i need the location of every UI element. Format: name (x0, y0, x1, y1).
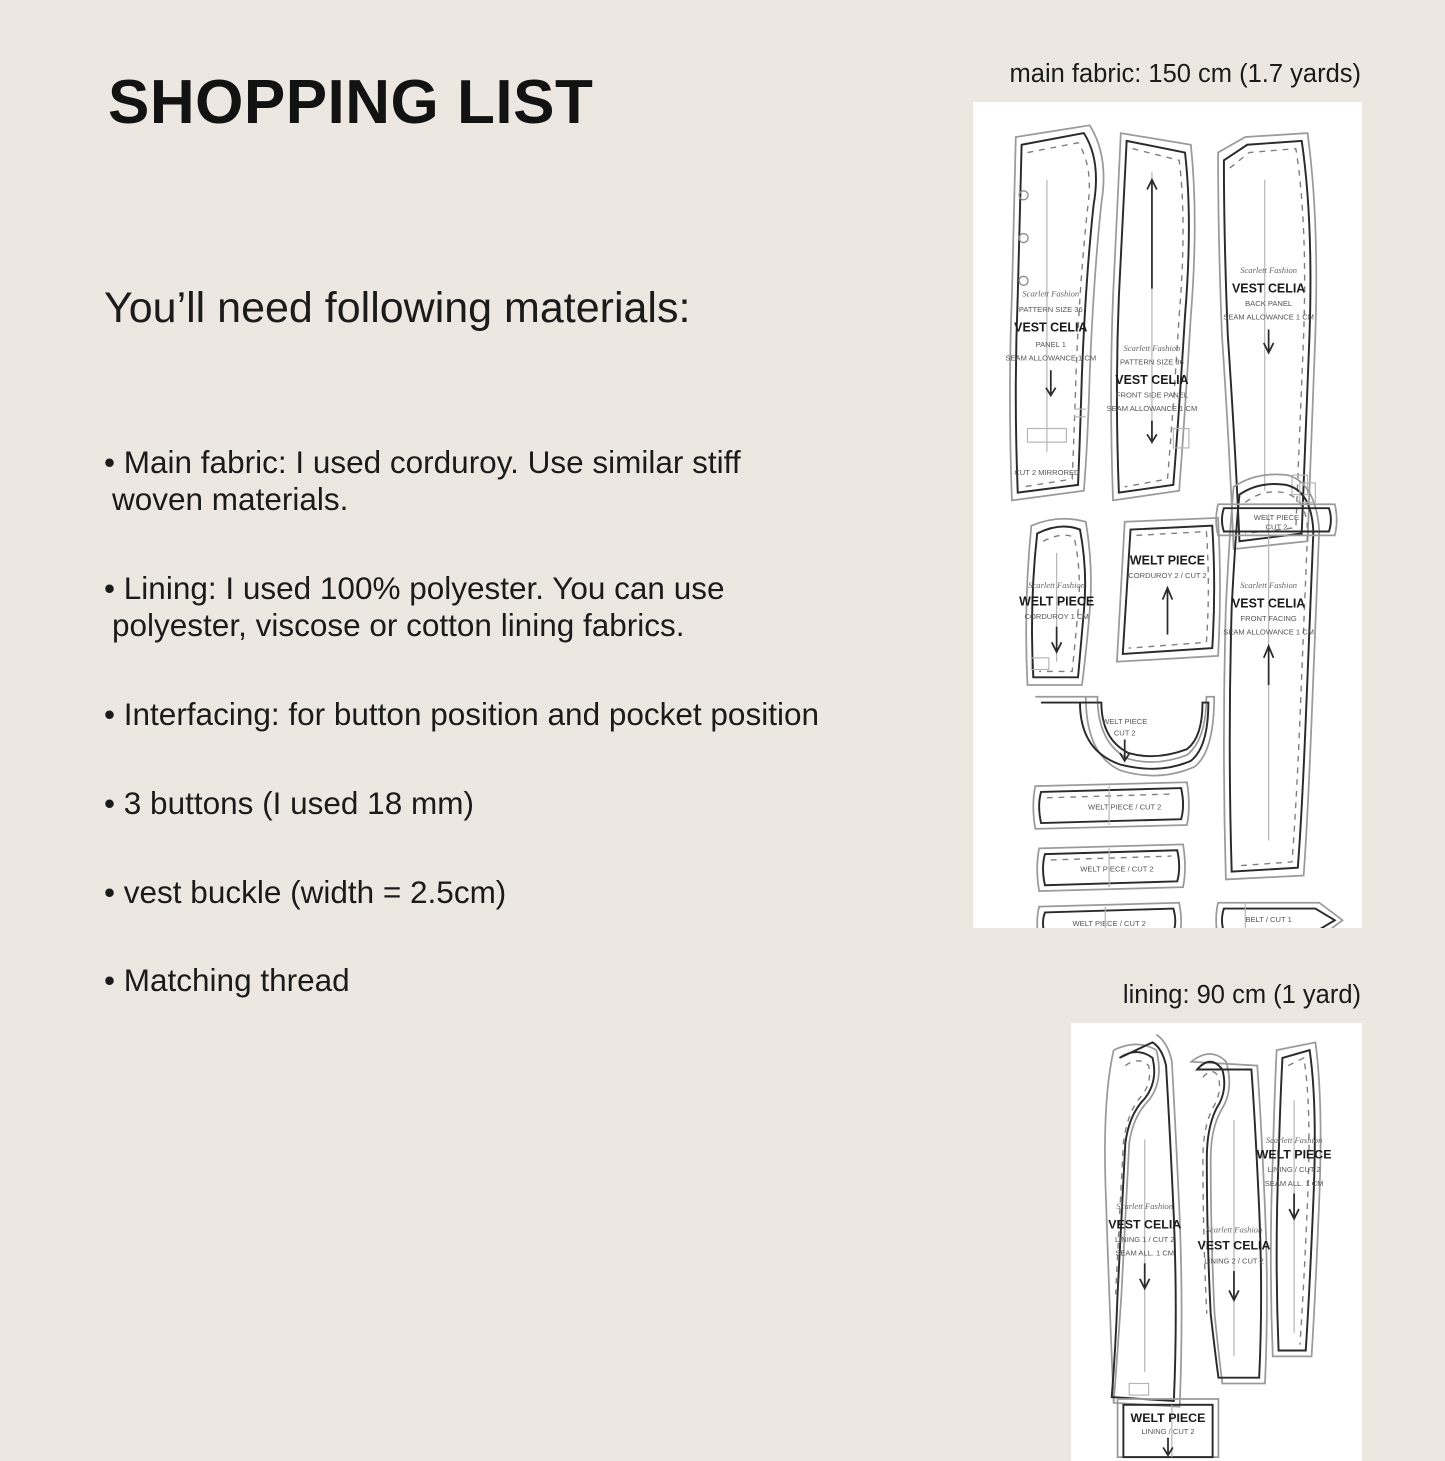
lining-piece-front-middle (1191, 1054, 1270, 1383)
svg-text:WELT PIECE: WELT PIECE (1102, 716, 1148, 726)
main-fabric-layout-sheet (973, 102, 1362, 928)
svg-text:SEAM ALL. 1 CM: SEAM ALL. 1 CM (1115, 1248, 1175, 1258)
lining-piece-back (1257, 1042, 1332, 1356)
svg-text:BACK PANEL: BACK PANEL (1245, 299, 1293, 309)
svg-text:LINING 2 / CUT 2: LINING 2 / CUT 2 (1204, 1256, 1264, 1266)
pattern-piece-strap-1 (1033, 782, 1189, 829)
svg-text:WELT PIECE / CUT 2: WELT PIECE / CUT 2 (1088, 802, 1162, 812)
svg-text:FRONT SIDE PANEL: FRONT SIDE PANEL (1115, 390, 1189, 400)
lining-piece-bottom-rect (1118, 1399, 1219, 1457)
svg-text:CUT 2 MIRRORED: CUT 2 MIRRORED (1014, 468, 1080, 478)
pattern-piece-front-left (1005, 125, 1103, 500)
svg-text:VEST CELIA: VEST CELIA (1108, 1217, 1182, 1232)
svg-text:VEST CELIA: VEST CELIA (1231, 596, 1306, 611)
svg-text:SEAM ALLOWANCE 1 CM: SEAM ALLOWANCE 1 CM (1005, 353, 1097, 363)
svg-text:WELT PIECE: WELT PIECE (1019, 594, 1095, 609)
svg-text:PATTERN SIZE 36: PATTERN SIZE 36 (1120, 357, 1184, 367)
pattern-piece-strap-2 (1037, 844, 1185, 891)
layout-column (965, 60, 1365, 1461)
svg-text:Scarlett Fashion: Scarlett Fashion (1240, 265, 1298, 276)
svg-text:VEST CELIA: VEST CELIA (1115, 372, 1189, 387)
pattern-piece-neck-facing (1035, 697, 1214, 776)
subtitle: You’ll need following materials: (104, 284, 691, 332)
lining-pattern-pieces (1071, 1023, 1362, 1461)
svg-text:CORDUROY 2 / CUT 2: CORDUROY 2 / CUT 2 (1128, 571, 1207, 581)
pattern-piece-front-middle (1107, 133, 1198, 500)
svg-text:Scarlett Fashion: Scarlett Fashion (1205, 1224, 1263, 1235)
lining-piece-front-left (1105, 1035, 1182, 1407)
svg-text:BELT / CUT 1: BELT / CUT 1 (1245, 915, 1292, 925)
svg-text:WELT PIECE: WELT PIECE (1130, 1411, 1206, 1426)
page-title: SHOPPING LIST (108, 68, 594, 137)
svg-text:LINING / CUT 2: LINING / CUT 2 (1141, 1426, 1195, 1436)
svg-text:SEAM ALLOWANCE 1 CM: SEAM ALLOWANCE 1 CM (1223, 312, 1315, 322)
svg-text:VEST CELIA: VEST CELIA (1231, 281, 1306, 296)
svg-text:Scarlett Fashion: Scarlett Fashion (1022, 288, 1080, 299)
svg-text:Scarlett Fashion: Scarlett Fashion (1116, 1201, 1173, 1212)
svg-text:Scarlett Fashion: Scarlett Fashion (1123, 342, 1181, 353)
svg-text:LINING / CUT 2: LINING / CUT 2 (1267, 1165, 1321, 1175)
pattern-piece-center-trapezoid (1117, 518, 1220, 662)
svg-text:WELT PIECE / CUT 2: WELT PIECE / CUT 2 (1072, 919, 1146, 928)
svg-text:CUT 2: CUT 2 (1265, 522, 1288, 532)
svg-text:WELT PIECE / CUT 2: WELT PIECE / CUT 2 (1080, 864, 1154, 874)
svg-text:Scarlett Fashion: Scarlett Fashion (1240, 579, 1298, 590)
pattern-piece-belt (1216, 903, 1342, 928)
lining-layout-sheet (1071, 1023, 1362, 1461)
lining-caption: lining: 90 cm (1 yard) (1122, 981, 1361, 1009)
svg-text:WELT PIECE: WELT PIECE (1129, 553, 1206, 568)
svg-text:WELT PIECE: WELT PIECE (1253, 512, 1300, 522)
text-column (104, 68, 894, 1051)
svg-text:PANEL 1: PANEL 1 (1035, 339, 1066, 349)
pattern-piece-facing-left (1019, 519, 1094, 685)
pattern-piece-strap-3 (1037, 903, 1181, 928)
materials-list (104, 444, 894, 999)
list-item: • vest buckle (width = 2.5cm) (104, 873, 507, 910)
list-item: • Main fabric: I used corduroy. Use similar stiff woven materials. (104, 444, 741, 518)
svg-text:SEAM ALLOWANCE 1 CM: SEAM ALLOWANCE 1 CM (1223, 627, 1315, 637)
svg-text:WELT PIECE: WELT PIECE (1256, 1147, 1332, 1162)
list-item: • 3 buttons (I used 18 mm) (104, 784, 474, 821)
main-fabric-pattern-pieces (973, 102, 1362, 928)
svg-text:SEAM ALL. 1 CM: SEAM ALL. 1 CM (1264, 1178, 1324, 1188)
svg-text:VEST CELIA: VEST CELIA (1014, 320, 1088, 335)
svg-text:PATTERN SIZE 36: PATTERN SIZE 36 (1018, 304, 1083, 314)
svg-text:Scarlett Fashion: Scarlett Fashion (1265, 1135, 1323, 1146)
svg-text:CORDUROY 1 CM: CORDUROY 1 CM (1024, 611, 1089, 621)
svg-text:FRONT FACING: FRONT FACING (1240, 613, 1297, 623)
main-fabric-caption: main fabric: 150 cm (1.7 yards) (1009, 60, 1361, 88)
svg-text:Scarlett Fashion: Scarlett Fashion (1028, 579, 1086, 590)
list-item: • Interfacing: for button position and pocket position (104, 695, 819, 732)
svg-text:VEST CELIA: VEST CELIA (1197, 1238, 1271, 1253)
list-item: • Lining: I used 100% polyester. You can use polyester, viscose or cotton lining fabrics. (104, 570, 725, 643)
list-item: • Matching thread (104, 962, 350, 999)
svg-text:LINING 1 / CUT 2: LINING 1 / CUT 2 (1114, 1235, 1175, 1244)
svg-text:SEAM ALLOWANCE 1 CM: SEAM ALLOWANCE 1 CM (1106, 404, 1198, 414)
svg-text:CUT 2: CUT 2 (1113, 728, 1136, 738)
